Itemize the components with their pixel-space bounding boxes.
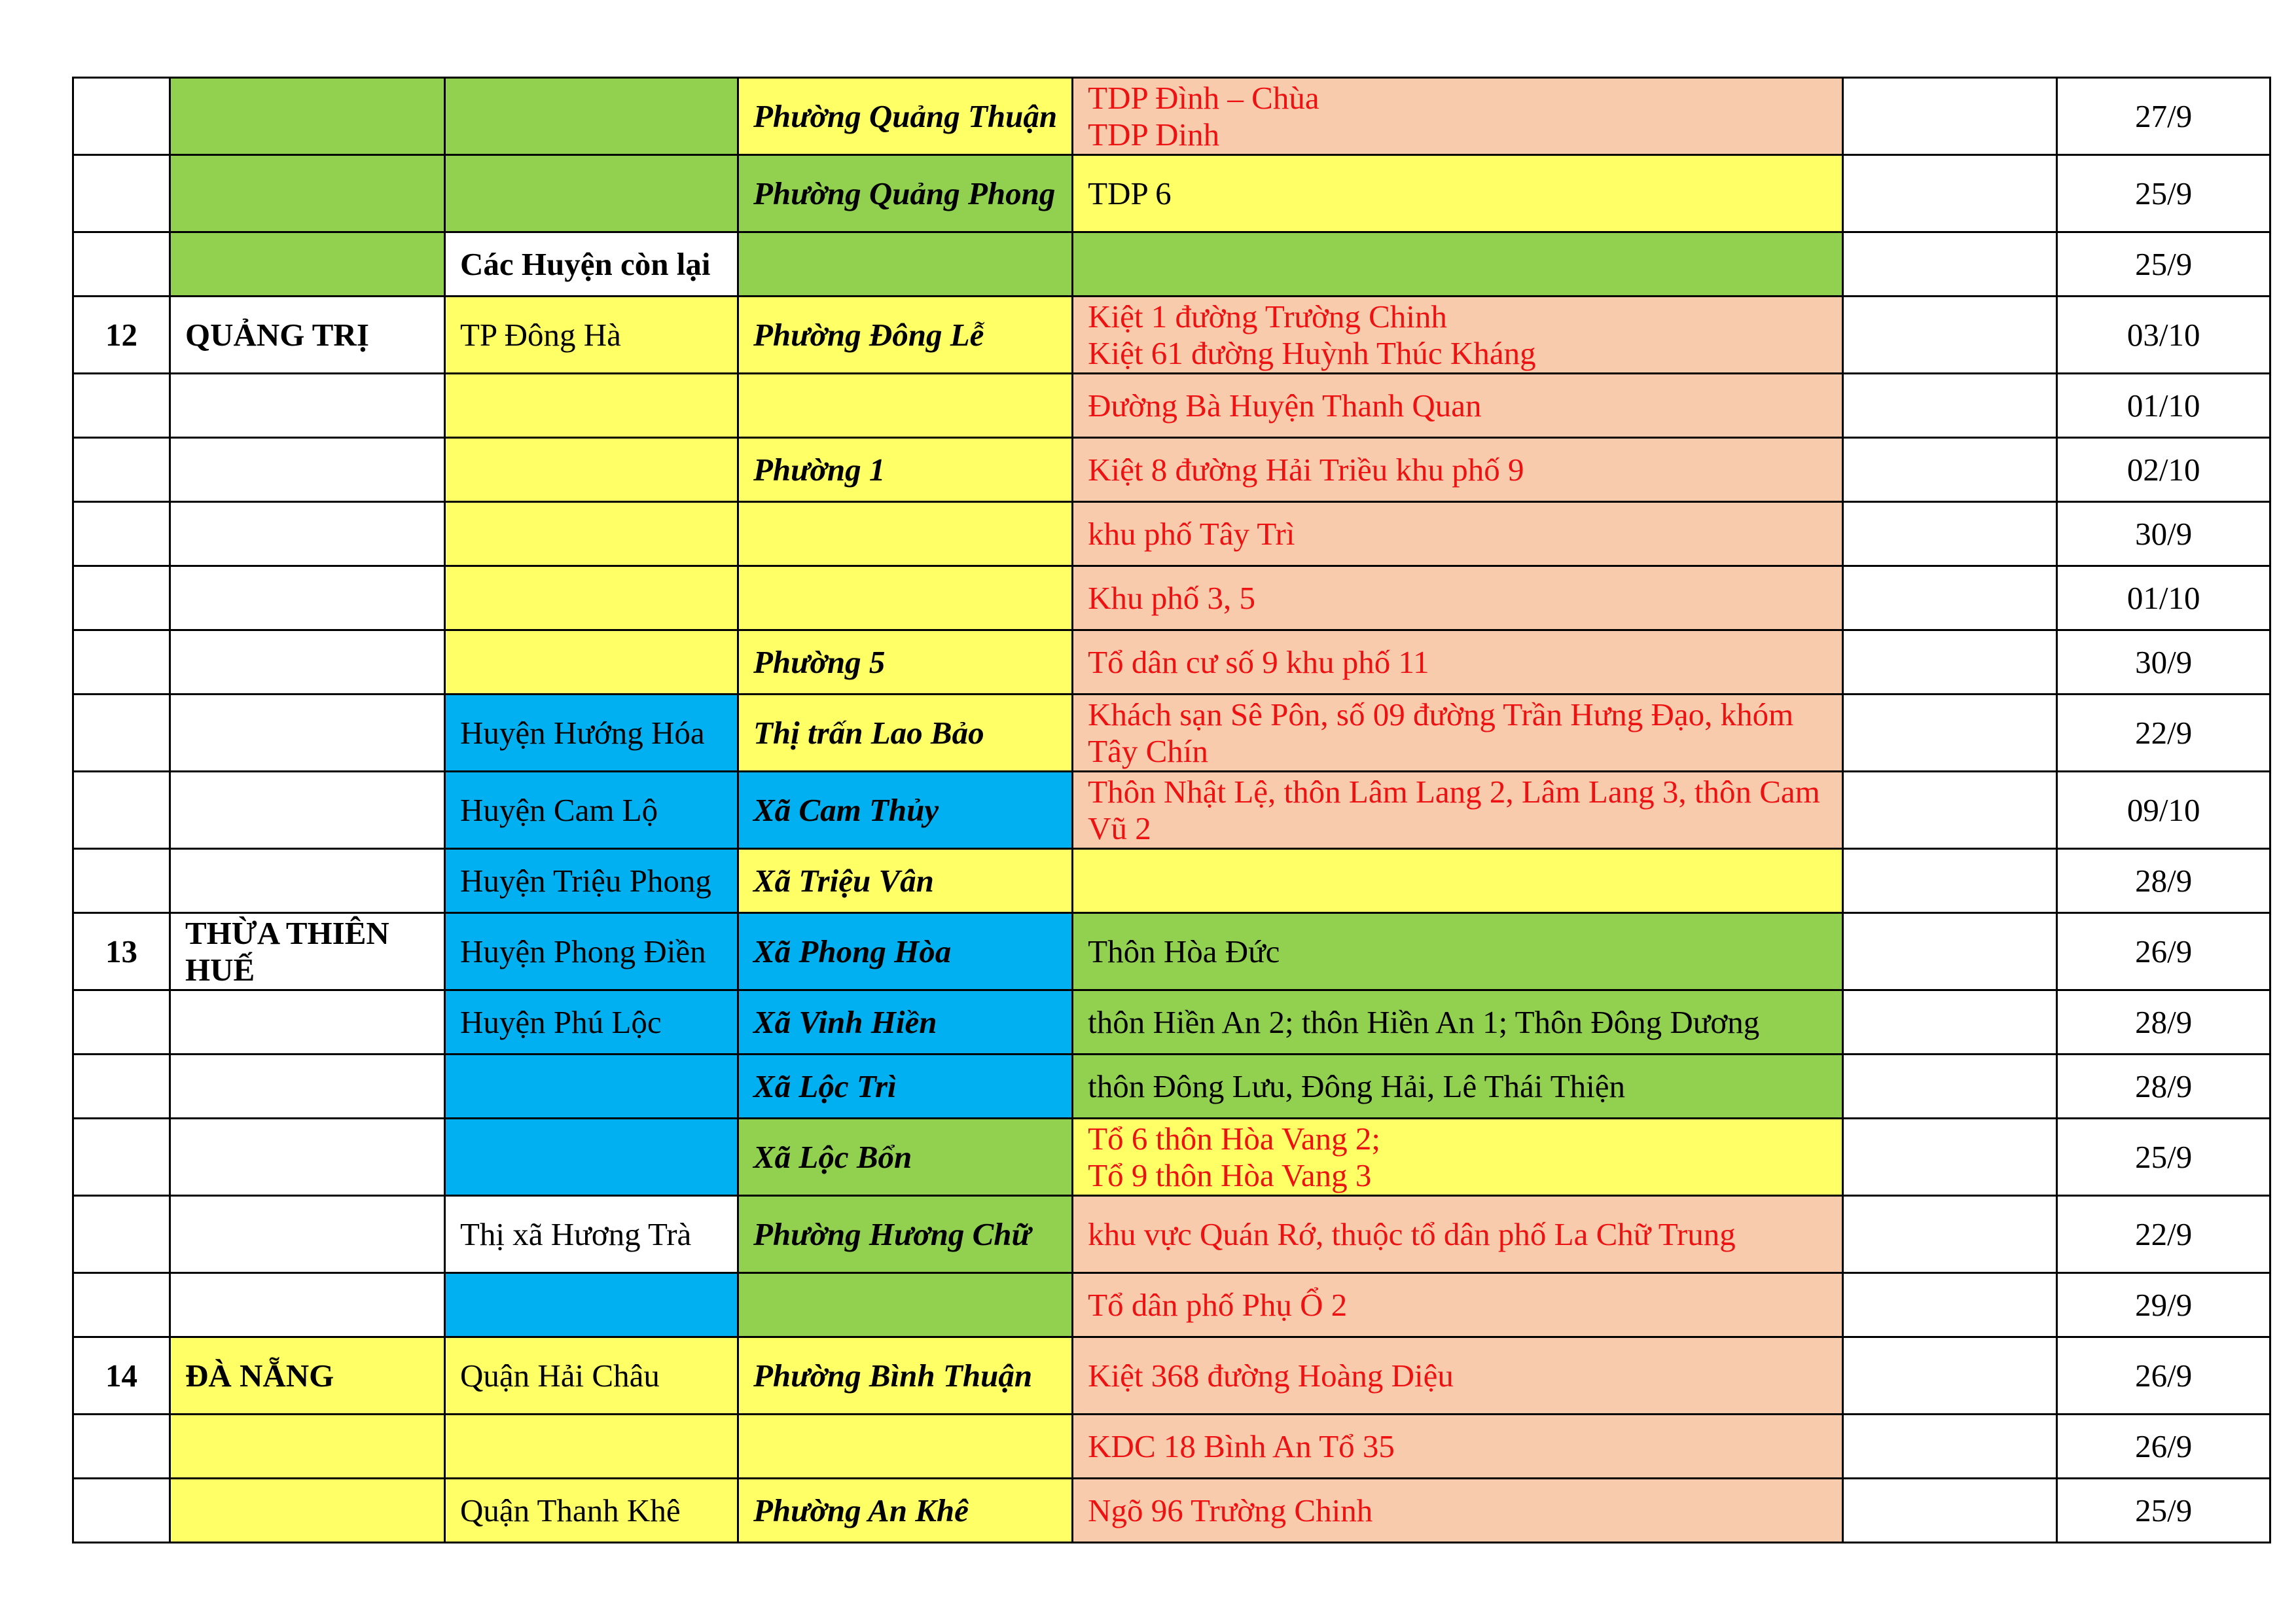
extra-cell [1843,695,2057,772]
stt-cell [73,155,170,232]
stt-cell [73,772,170,849]
province-cell [170,374,445,438]
location-cell [1073,990,1843,1055]
ward-cell [738,1415,1073,1479]
location-line: Khách sạn Sê Pôn, số 09 đường Trần Hưng Đạo, khóm Tây Chín [1088,696,1794,769]
ward-cell [738,502,1073,566]
stt-cell: 14 [73,1337,170,1415]
district-cell: Quận Thanh Khê [445,1479,738,1543]
location-cell [1073,1337,1843,1415]
stt-cell [73,1119,170,1196]
location-line: Kiệt 8 đường Hải Triều khu phố 9 [1088,451,1524,488]
table-row [73,1337,2270,1415]
table-row [73,438,2270,502]
stt-cell [73,695,170,772]
province-cell [170,1273,445,1337]
location-line: Tổ dân cư số 9 khu phố 11 [1088,643,1429,680]
province-cell [170,849,445,913]
stt-cell [73,78,170,155]
table-row [73,1479,2270,1543]
district-cell [445,1273,738,1337]
extra-cell [1843,913,2057,990]
date-cell: 26/9 [2057,1415,2270,1479]
province-cell [170,1055,445,1119]
location-cell [1073,1196,1843,1273]
ward-cell: Xã Cam Thủy [738,772,1073,849]
location-line: TDP 6 [1088,175,1172,211]
date-cell: 25/9 [2057,232,2270,297]
location-line: khu phố Tây Trì [1088,515,1295,552]
extra-cell [1843,1415,2057,1479]
location-line: Kiệt 1 đường Trường Chinh [1088,298,1447,334]
extra-cell [1843,297,2057,374]
province-cell: QUẢNG TRỊ [170,297,445,374]
location-cell [1073,78,1843,155]
stt-cell [73,374,170,438]
location-cell [1073,695,1843,772]
province-cell [170,772,445,849]
date-cell: 01/10 [2057,566,2270,630]
ward-cell: Phường Bình Thuận [738,1337,1073,1415]
table-row [73,155,2270,232]
province-cell [170,566,445,630]
location-cell [1073,297,1843,374]
date-cell: 30/9 [2057,502,2270,566]
extra-cell [1843,566,2057,630]
extra-cell [1843,502,2057,566]
ward-cell [738,566,1073,630]
province-cell [170,695,445,772]
stt-cell: 12 [73,297,170,374]
date-cell: 26/9 [2057,913,2270,990]
ward-cell [738,232,1073,297]
extra-cell [1843,990,2057,1055]
date-cell: 03/10 [2057,297,2270,374]
location-cell [1073,155,1843,232]
district-cell [445,502,738,566]
location-line: Thôn Hòa Đức [1088,933,1280,969]
location-cell [1073,1273,1843,1337]
date-cell: 27/9 [2057,78,2270,155]
date-cell: 25/9 [2057,1479,2270,1543]
location-cell [1073,1119,1843,1196]
location-line: Tổ 9 thôn Hòa Vang 3 [1088,1157,1372,1193]
district-cell [445,438,738,502]
date-cell: 09/10 [2057,772,2270,849]
location-cell [1073,630,1843,695]
district-cell [445,1415,738,1479]
date-cell: 01/10 [2057,374,2270,438]
table-row [73,1196,2270,1273]
location-line: Tổ dân phố Phụ Ổ 2 [1088,1286,1348,1323]
ward-cell: Phường An Khê [738,1479,1073,1543]
table-row [73,502,2270,566]
location-cell [1073,772,1843,849]
location-line: Khu phố 3, 5 [1088,579,1256,616]
location-line: thôn Đông Lưu, Đông Hải, Lê Thái Thiện [1088,1068,1626,1104]
stt-cell [73,1415,170,1479]
location-line: TDP Dinh [1088,116,1220,153]
table-row [73,374,2270,438]
extra-cell [1843,438,2057,502]
extra-cell [1843,1273,2057,1337]
province-cell: ĐÀ NẴNG [170,1337,445,1415]
extra-cell [1843,849,2057,913]
stt-cell [73,1479,170,1543]
province-cell [170,1479,445,1543]
location-cell [1073,1055,1843,1119]
ward-cell: Phường Đông Lễ [738,297,1073,374]
table-row [73,1055,2270,1119]
district-cell [445,630,738,695]
location-line: TDP Đình – Chùa [1088,79,1319,116]
province-cell [170,1196,445,1273]
table-row [73,566,2270,630]
ward-cell: Xã Lộc Bổn [738,1119,1073,1196]
district-cell: Huyện Hướng Hóa [445,695,738,772]
ward-cell: Phường 5 [738,630,1073,695]
table-row [73,630,2270,695]
outbreak-locations-table [72,77,2271,1543]
location-line: khu vực Quán Rớ, thuộc tổ dân phố La Chữ Trung [1088,1216,1736,1252]
extra-cell [1843,1337,2057,1415]
stt-cell: 13 [73,913,170,990]
extra-cell [1843,232,2057,297]
location-cell [1073,438,1843,502]
table-row [73,990,2270,1055]
date-cell: 22/9 [2057,1196,2270,1273]
district-cell: Huyện Triệu Phong [445,849,738,913]
district-cell: Quận Hải Châu [445,1337,738,1415]
district-cell: Thị xã Hương Trà [445,1196,738,1273]
ward-cell: Phường Quảng Phong [738,155,1073,232]
location-cell [1073,566,1843,630]
location-line: Kiệt 61 đường Huỳnh Thúc Kháng [1088,334,1536,371]
date-cell: 28/9 [2057,1055,2270,1119]
province-cell [170,232,445,297]
province-cell [170,990,445,1055]
date-cell: 30/9 [2057,630,2270,695]
table-row [73,1415,2270,1479]
table-row [73,772,2270,849]
ward-cell: Phường Hương Chữ [738,1196,1073,1273]
district-cell: TP Đông Hà [445,297,738,374]
district-cell: Huyện Cam Lộ [445,772,738,849]
date-cell: 26/9 [2057,1337,2270,1415]
stt-cell [73,232,170,297]
location-cell [1073,849,1843,913]
district-cell [445,155,738,232]
ward-cell: Thị trấn Lao Bảo [738,695,1073,772]
province-cell [170,155,445,232]
table-row [73,849,2270,913]
ward-cell: Phường Quảng Thuận [738,78,1073,155]
table-row [73,695,2270,772]
date-cell: 29/9 [2057,1273,2270,1337]
location-line: thôn Hiền An 2; thôn Hiền An 1; Thôn Đông Dương [1088,1003,1760,1040]
stt-cell [73,849,170,913]
stt-cell [73,566,170,630]
district-cell [445,374,738,438]
location-line: Tổ 6 thôn Hòa Vang 2; [1088,1120,1381,1157]
stt-cell [73,502,170,566]
province-cell: THỪA THIÊN HUẾ [170,913,445,990]
location-cell [1073,232,1843,297]
district-cell [445,78,738,155]
extra-cell [1843,78,2057,155]
date-cell: 22/9 [2057,695,2270,772]
location-cell [1073,1479,1843,1543]
ward-cell: Xã Vinh Hiền [738,990,1073,1055]
location-line: Đường Bà Huyện Thanh Quan [1088,387,1482,424]
table-row [73,78,2270,155]
province-cell [170,630,445,695]
extra-cell [1843,1119,2057,1196]
table-row [73,913,2270,990]
table-row [73,232,2270,297]
district-cell [445,1055,738,1119]
province-cell [170,438,445,502]
district-cell [445,566,738,630]
province-cell [170,1119,445,1196]
location-cell [1073,502,1843,566]
location-line: Ngõ 96 Trường Chinh [1088,1492,1373,1528]
extra-cell [1843,1055,2057,1119]
province-cell [170,1415,445,1479]
location-cell [1073,374,1843,438]
province-cell [170,78,445,155]
extra-cell [1843,772,2057,849]
date-cell: 28/9 [2057,990,2270,1055]
extra-cell [1843,374,2057,438]
district-cell: Các Huyện còn lại [445,232,738,297]
ward-cell: Xã Triệu Vân [738,849,1073,913]
extra-cell [1843,630,2057,695]
location-line: Thôn Nhật Lệ, thôn Lâm Lang 2, Lâm Lang 3, thôn Cam Vũ 2 [1088,773,1820,846]
location-cell [1073,913,1843,990]
date-cell: 25/9 [2057,1119,2270,1196]
extra-cell [1843,1196,2057,1273]
table-row [73,297,2270,374]
stt-cell [73,630,170,695]
district-cell: Huyện Phú Lộc [445,990,738,1055]
stt-cell [73,990,170,1055]
table-row [73,1273,2270,1337]
stt-cell [73,1055,170,1119]
date-cell: 02/10 [2057,438,2270,502]
table-row [73,1119,2270,1196]
ward-cell [738,374,1073,438]
date-cell: 28/9 [2057,849,2270,913]
location-line: KDC 18 Bình An Tổ 35 [1088,1428,1395,1464]
stt-cell [73,438,170,502]
district-cell: Huyện Phong Điền [445,913,738,990]
province-cell [170,502,445,566]
extra-cell [1843,1479,2057,1543]
date-cell: 25/9 [2057,155,2270,232]
location-line: Kiệt 368 đường Hoàng Diệu [1088,1357,1454,1394]
extra-cell [1843,155,2057,232]
location-cell [1073,1415,1843,1479]
district-cell [445,1119,738,1196]
ward-cell: Xã Lộc Trì [738,1055,1073,1119]
stt-cell [73,1273,170,1337]
ward-cell: Xã Phong Hòa [738,913,1073,990]
ward-cell: Phường 1 [738,438,1073,502]
stt-cell [73,1196,170,1273]
ward-cell [738,1273,1073,1337]
